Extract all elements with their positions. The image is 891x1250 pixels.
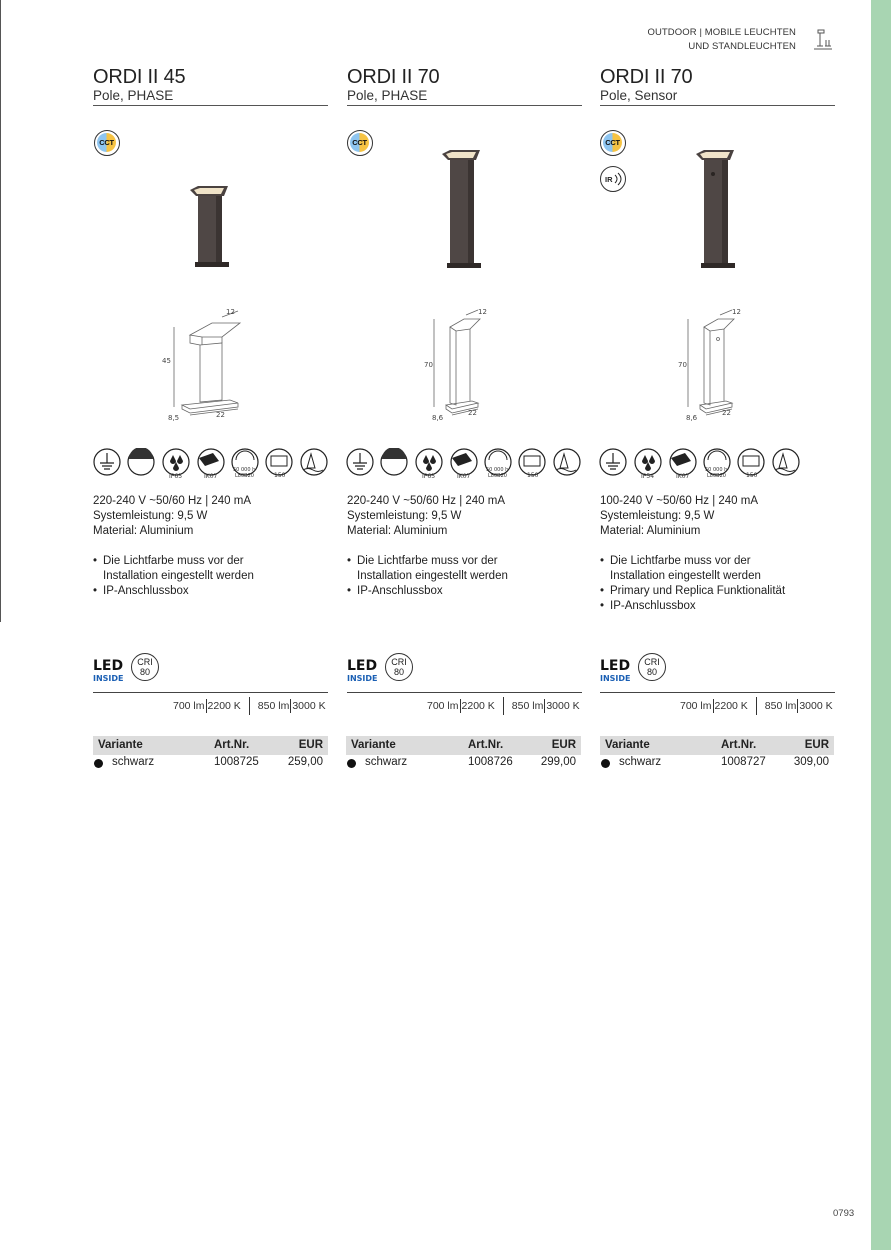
- svg-text:50 000 h: 50 000 h: [705, 467, 728, 473]
- dim-depth: 12: [732, 308, 741, 316]
- cri-badge: CRI 80: [131, 653, 159, 681]
- page-number: 0793: [833, 1208, 855, 1219]
- svg-text:150: 150: [527, 472, 539, 479]
- svg-text:LED: LED: [600, 658, 631, 674]
- svg-text:L80B20: L80B20: [707, 473, 726, 479]
- cct-badge: CCT: [94, 130, 120, 156]
- spec-power: Systemleistung: 9,5 W: [93, 510, 208, 522]
- certification-icons-row: [346, 448, 586, 480]
- svg-text:50 000 h: 50 000 h: [486, 467, 509, 473]
- coastal-icon: [773, 449, 799, 475]
- led-inside-logo: [93, 656, 125, 684]
- variant-table-header: Variante Art.Nr. EUR: [93, 736, 328, 755]
- spec-material: Material: Aluminium: [600, 525, 701, 537]
- dim-base: 8,6: [432, 414, 444, 422]
- lumen-values: 700 lm 2200 K 850 lm 3000 K: [680, 697, 833, 715]
- feature-item: • IP-Anschlussbox: [93, 584, 263, 599]
- svg-text:INSIDE: INSIDE: [93, 674, 124, 683]
- led-inside-logo: [347, 656, 379, 684]
- dim-height: 70: [678, 361, 687, 369]
- feature-item: • IP-Anschlussbox: [600, 599, 800, 614]
- cct-badge: CCT: [600, 130, 626, 156]
- product-photo-ordi-70: [440, 148, 486, 270]
- electrical-specs: [93, 494, 251, 539]
- section-header-line2: UND STANDLEUCHTEN: [688, 40, 796, 52]
- bollard-lamp-icon: [813, 28, 833, 50]
- dim-height: 70: [424, 361, 433, 369]
- product-ordi-70-phase: [347, 66, 582, 106]
- dimension-drawing-ordi-70-sensor: [674, 305, 754, 423]
- product-title: ORDI II 45: [93, 66, 186, 88]
- title-divider: [600, 105, 835, 106]
- svg-text:IK07: IK07: [676, 473, 690, 480]
- svg-text:INSIDE: INSIDE: [600, 674, 631, 683]
- color-swatch: [94, 759, 103, 768]
- dimension-drawing-ordi-45: [160, 305, 260, 423]
- ir-sensor-badge: IR: [600, 166, 626, 192]
- color-swatch: [347, 759, 356, 768]
- feature-list: [600, 554, 800, 614]
- title-divider: [347, 105, 582, 106]
- spec-material: Material: Aluminium: [93, 525, 194, 537]
- spec-power: Systemleistung: 9,5 W: [600, 510, 715, 522]
- svg-text:L80B20: L80B20: [488, 473, 507, 479]
- svg-text:IP65: IP65: [422, 473, 436, 480]
- spec-material: Material: Aluminium: [347, 525, 448, 537]
- dim-height: 45: [162, 357, 171, 365]
- product-ordi-45-phase: [93, 66, 328, 106]
- svg-text:150: 150: [274, 472, 286, 479]
- certification-icons-row: [93, 448, 333, 480]
- svg-text:LED: LED: [347, 658, 378, 674]
- section-header-line1: OUTDOOR | MOBILE LEUCHTEN: [647, 27, 796, 38]
- feature-list: [93, 554, 263, 599]
- dim-depth: 12: [478, 308, 487, 316]
- feature-item: • Die Lichtfarbe muss vor der Installation eingestellt werden: [347, 554, 517, 584]
- certification-icons-row: [599, 448, 809, 480]
- svg-text:150: 150: [746, 472, 758, 479]
- section-header: [647, 26, 796, 53]
- product-photo-ordi-70-sensor: [694, 148, 740, 270]
- svg-text:50 000 h: 50 000 h: [233, 467, 256, 473]
- page-edge-line: [0, 0, 1, 622]
- ir-waves-icon: [613, 172, 623, 186]
- product-title: ORDI II 70: [600, 66, 693, 88]
- dim-base: 8,5: [168, 414, 180, 422]
- svg-text:C,L: C,L: [133, 459, 148, 468]
- svg-text:L80B20: L80B20: [235, 473, 254, 479]
- cri-badge: CRI 80: [385, 653, 413, 681]
- lumen-divider: [93, 692, 328, 693]
- edge-color-strip: [871, 0, 891, 1250]
- lumen-values: 700 lm 2200 K 850 lm 3000 K: [427, 697, 580, 715]
- svg-text:IK07: IK07: [204, 473, 218, 480]
- electrical-specs: [347, 494, 505, 539]
- svg-text:LED: LED: [93, 658, 124, 674]
- product-subtitle: Pole, PHASE: [347, 88, 428, 103]
- svg-text:INSIDE: INSIDE: [347, 674, 378, 683]
- feature-item: • Die Lichtfarbe muss vor der Installation eingestellt werden: [93, 554, 263, 584]
- variant-table-header: Variante Art.Nr. EUR: [346, 736, 581, 755]
- svg-text:C,L: C,L: [386, 459, 401, 468]
- spec-voltage: 100-240 V ~50/60 Hz | 240 mA: [600, 495, 759, 507]
- dim-depth: 12: [226, 308, 235, 316]
- dim-width: 22: [468, 409, 477, 417]
- dimension-drawing-ordi-70: [420, 305, 500, 423]
- lumen-values: 700 lm 2200 K 850 lm 3000 K: [173, 697, 326, 715]
- lumen-divider: [347, 692, 582, 693]
- product-title: ORDI II 70: [347, 66, 440, 88]
- spec-voltage: 220-240 V ~50/60 Hz | 240 mA: [347, 495, 506, 507]
- product-subtitle: Pole, Sensor: [600, 88, 678, 103]
- svg-text:IP54: IP54: [641, 473, 655, 480]
- table-row[interactable]: schwarz 1008725 259,00: [93, 756, 328, 772]
- led-inside-logo: [600, 656, 632, 684]
- spec-power: Systemleistung: 9,5 W: [347, 510, 462, 522]
- product-photo-ordi-45: [188, 184, 233, 269]
- coastal-icon: [301, 449, 327, 475]
- table-row[interactable]: schwarz 1008726 299,00: [346, 756, 581, 772]
- color-swatch: [601, 759, 610, 768]
- lumen-divider: [600, 692, 835, 693]
- feature-item: • Primary und Replica Funktionalität: [600, 584, 800, 599]
- dim-base: 8,6: [686, 414, 698, 422]
- feature-item: • Die Lichtfarbe muss vor der Installation eingestellt werden: [600, 554, 770, 584]
- cct-badge: CCT: [347, 130, 373, 156]
- feature-list: [347, 554, 517, 599]
- product-ordi-70-sensor: [600, 66, 835, 106]
- dim-width: 22: [722, 409, 731, 417]
- variant-table-header: Variante Art.Nr. EUR: [600, 736, 834, 755]
- title-divider: [93, 105, 328, 106]
- feature-item: • IP-Anschlussbox: [347, 584, 517, 599]
- product-subtitle: Pole, PHASE: [93, 88, 174, 103]
- table-row[interactable]: schwarz 1008727 309,00: [600, 756, 834, 772]
- coastal-icon: [554, 449, 580, 475]
- cri-badge: CRI 80: [638, 653, 666, 681]
- electrical-specs: [600, 494, 758, 539]
- svg-text:IK07: IK07: [457, 473, 471, 480]
- svg-text:IP65: IP65: [169, 473, 183, 480]
- dim-width: 22: [216, 411, 225, 419]
- spec-voltage: 220-240 V ~50/60 Hz | 240 mA: [93, 495, 252, 507]
